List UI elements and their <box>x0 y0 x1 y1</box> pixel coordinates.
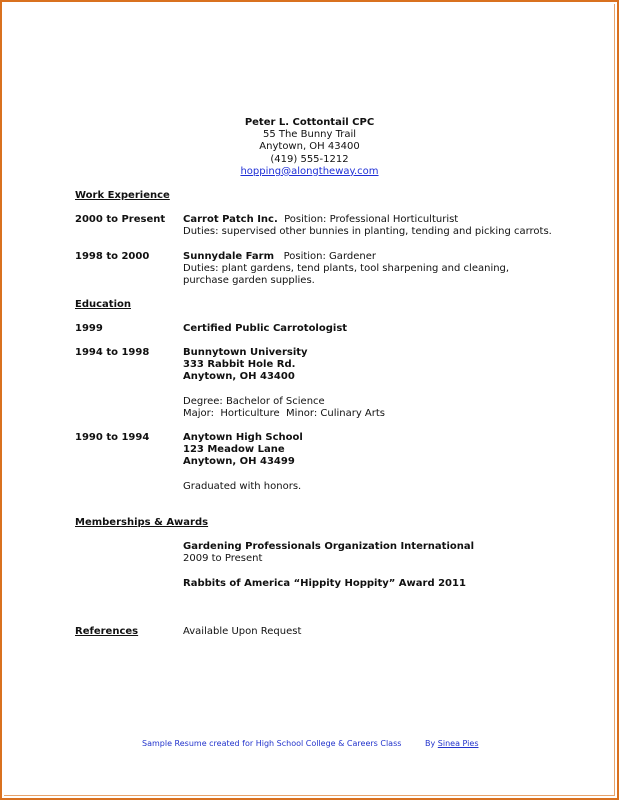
edu-dates-3: 1990 to 1994 <box>75 432 150 443</box>
position-text: Position: Professional Horticulturist <box>284 214 459 225</box>
edu-dates-1: 1999 <box>75 323 103 334</box>
email-link[interactable]: hopping@alongtheway.com <box>240 165 379 177</box>
work-entry-1 <box>183 214 458 226</box>
edu-city-3: Anytown, OH 43499 <box>183 456 295 467</box>
edu-title-1: Certified Public Carrotologist <box>183 323 348 334</box>
edu-school-2: Bunnytown University <box>183 347 308 358</box>
section-heading-memberships: Memberships & Awards <box>75 517 209 528</box>
footer-credit <box>425 739 478 748</box>
work-dates-2: 1998 to 2000 <box>75 251 150 262</box>
work-duties-1: Duties: supervised other bunnies in planting, tending and picking carrots. <box>183 226 552 237</box>
edu-major-minor: Major: Horticulture Minor: Culinary Arts <box>183 408 386 419</box>
resume-header <box>0 117 619 178</box>
edu-street-2: 333 Rabbit Hole Rd. <box>183 359 296 370</box>
edu-dates-2: 1994 to 1998 <box>75 347 150 358</box>
address-line-2: Anytown, OH 43400 <box>259 141 360 153</box>
employer-name: Sunnydale Farm <box>183 251 275 262</box>
applicant-name: Peter L. Cottontail CPC <box>244 117 375 128</box>
work-duties-2a: Duties: plant gardens, tend plants, tool sharpening and cleaning, <box>183 263 510 274</box>
employer-name: Carrot Patch Inc. <box>183 214 278 225</box>
edu-school-3: Anytown High School <box>183 432 303 443</box>
section-heading-work-experience: Work Experience <box>75 190 170 201</box>
footer-by-label: By <box>425 739 436 748</box>
references-value: Available Upon Request <box>183 626 302 637</box>
work-duties-2b: purchase garden supplies. <box>183 275 315 286</box>
edu-street-3: 123 Meadow Lane <box>183 444 285 455</box>
footer-note: Sample Resume created for High School College & Careers Class <box>142 739 402 748</box>
phone-number: (419) 555-1212 <box>270 153 349 165</box>
membership-title-1: Gardening Professionals Organization International <box>183 541 475 552</box>
author-link[interactable]: Sinea Pies <box>437 739 479 748</box>
section-heading-education: Education <box>75 299 131 310</box>
address-line-1: 55 The Bunny Trail <box>262 129 357 141</box>
membership-detail-1: 2009 to Present <box>183 553 263 564</box>
position-text: Position: Gardener <box>283 251 376 262</box>
work-dates-1: 2000 to Present <box>75 214 166 225</box>
work-entry-2 <box>183 251 376 263</box>
edu-honors: Graduated with honors. <box>183 481 302 492</box>
edu-degree: Degree: Bachelor of Science <box>183 396 325 407</box>
edu-city-2: Anytown, OH 43400 <box>183 371 295 382</box>
award-title-1: Rabbits of America “Hippity Hoppity” Award 2011 <box>183 578 466 589</box>
section-heading-references: References <box>75 626 139 637</box>
